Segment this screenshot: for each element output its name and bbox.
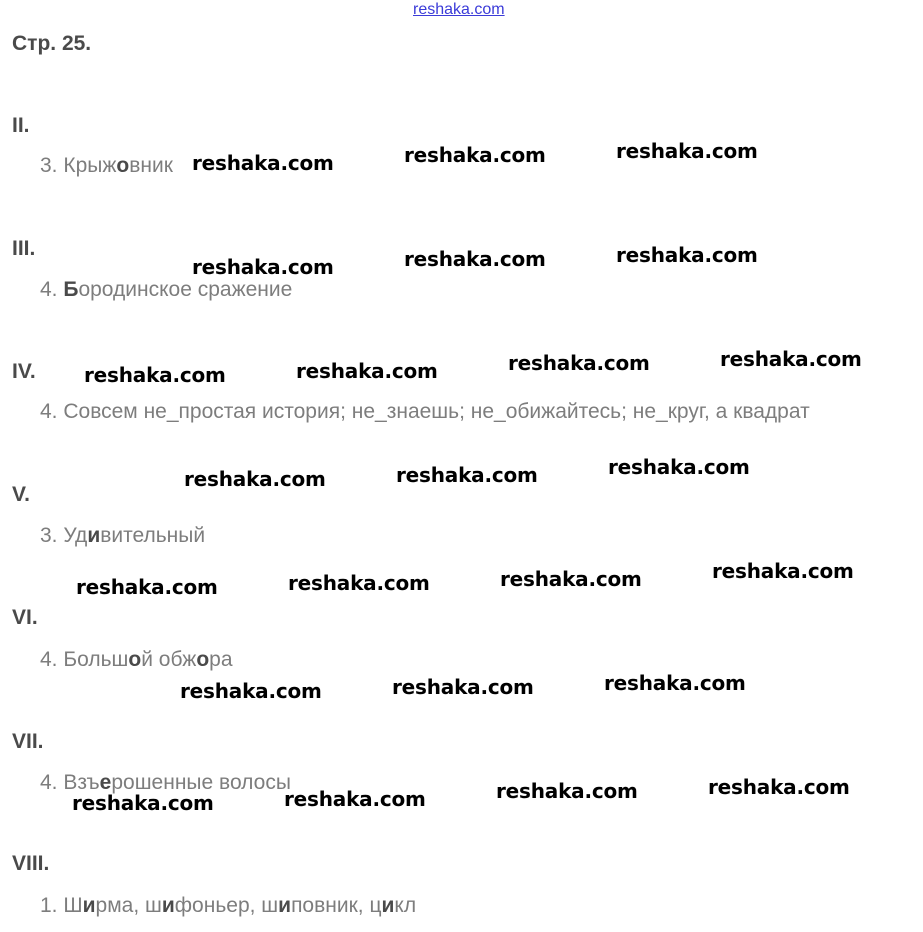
stressed-letter: е	[99, 771, 112, 794]
answer-text: ородинское сражение	[78, 278, 293, 301]
section-heading-vii: VII.	[12, 730, 44, 753]
answer-text: кл	[394, 894, 417, 917]
watermark-text: reshaka.com	[392, 675, 534, 699]
site-link[interactable]: reshaka.com	[413, 1, 505, 18]
stressed-letter: Б	[63, 278, 79, 301]
answer-v	[40, 524, 205, 548]
answer-text: 4. Совсем не_простая история; не_знаешь; не_обижайтесь; не_круг, а квадрат	[40, 400, 810, 423]
answer-text: рошенные волосы	[111, 771, 291, 794]
stressed-letter: и	[278, 894, 292, 917]
watermark-text: reshaka.com	[396, 463, 538, 487]
watermark-text: reshaka.com	[496, 779, 638, 803]
answer-text: рма, ш	[95, 894, 162, 917]
stressed-letter: и	[87, 524, 101, 547]
stressed-letter: и	[82, 894, 96, 917]
watermark-text: reshaka.com	[192, 255, 334, 279]
watermark-text: reshaka.com	[508, 351, 650, 375]
answer-iv	[40, 400, 810, 424]
watermark-text: reshaka.com	[404, 143, 546, 167]
answer-text: фоньер, ш	[174, 894, 279, 917]
section-heading-viii: VIII.	[12, 852, 50, 875]
watermark-text: reshaka.com	[184, 467, 326, 491]
watermark-text: reshaka.com	[296, 359, 438, 383]
section-heading-iii: III.	[12, 237, 36, 260]
watermark-text: reshaka.com	[288, 571, 430, 595]
stressed-letter: о	[128, 648, 142, 671]
page-title: Стр. 25.	[12, 32, 92, 55]
answer-text: 3. Уд	[40, 524, 88, 547]
answer-text: 4. Больш	[40, 648, 129, 671]
watermark-text: reshaka.com	[608, 455, 750, 479]
section-heading-iv: IV.	[12, 360, 36, 383]
section-heading-ii: II.	[12, 114, 30, 137]
answer-viii	[40, 894, 416, 918]
answer-text: вительный	[100, 524, 206, 547]
watermark-text: reshaka.com	[720, 347, 862, 371]
stressed-letter: и	[161, 894, 175, 917]
answer-ii	[40, 154, 173, 178]
answer-iii	[40, 278, 292, 302]
answer-text: 4.	[40, 278, 64, 301]
watermark-text: reshaka.com	[404, 247, 546, 271]
answer-vi	[40, 648, 233, 672]
watermark-text: reshaka.com	[708, 775, 850, 799]
watermark-text: reshaka.com	[712, 559, 854, 583]
stressed-letter: и	[381, 894, 395, 917]
answer-text: 3. Крыж	[40, 154, 117, 177]
answer-text: ра	[209, 648, 233, 671]
watermark-text: reshaka.com	[604, 671, 746, 695]
watermark-text: reshaka.com	[180, 679, 322, 703]
answer-text: 4. Взъ	[40, 771, 100, 794]
watermark-text: reshaka.com	[76, 575, 218, 599]
watermark-text: reshaka.com	[72, 791, 214, 815]
watermark-text: reshaka.com	[616, 243, 758, 267]
answer-text: повник, ц	[291, 894, 382, 917]
stressed-letter: о	[196, 648, 210, 671]
answer-text: 1. Ш	[40, 894, 83, 917]
watermark-text: reshaka.com	[500, 567, 642, 591]
section-heading-v: V.	[12, 483, 30, 506]
answer-text: й обж	[141, 648, 197, 671]
watermark-text: reshaka.com	[284, 787, 426, 811]
stressed-letter: о	[116, 154, 130, 177]
watermark-text: reshaka.com	[84, 363, 226, 387]
watermark-text: reshaka.com	[192, 151, 334, 175]
section-heading-vi: VI.	[12, 606, 38, 629]
watermark-text: reshaka.com	[616, 139, 758, 163]
answer-text: вник	[129, 154, 173, 177]
